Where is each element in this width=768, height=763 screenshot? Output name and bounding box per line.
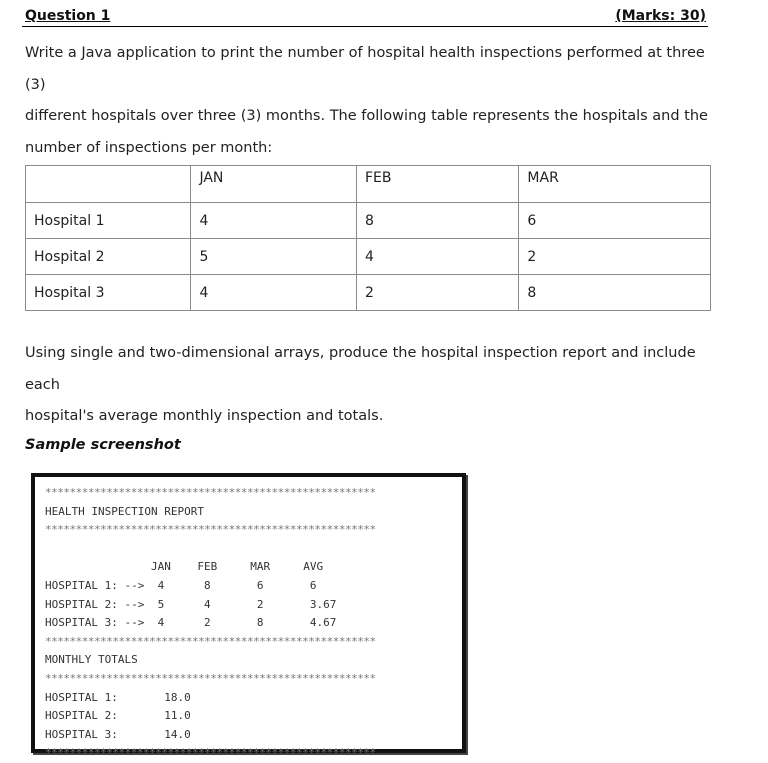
console-divider: ******************************************************: [45, 746, 376, 760]
table-cell: 5: [191, 239, 356, 275]
intro-line: different hospitals over three (3) months. The following table represents the hospitals and the: [25, 108, 708, 124]
question-title: Question 1: [25, 8, 111, 24]
console-totals-row: HOSPITAL 1: 18.0: [45, 690, 191, 704]
intro-line: number of inspections per month:: [25, 139, 273, 156]
console-totals-row: HOSPITAL 3: 14.0: [45, 727, 191, 741]
question-header: [22, 6, 708, 27]
table-cell: 4: [356, 239, 518, 275]
console-divider: ******************************************************: [45, 486, 376, 499]
table-header-cell: JAN: [191, 166, 356, 203]
description-paragraph: [25, 338, 725, 433]
table-header-row: [26, 166, 711, 203]
table-header-cell: [26, 166, 191, 203]
table-cell: Hospital 3: [26, 275, 191, 311]
console-divider: ******************************************************: [45, 671, 376, 685]
question-marks: (Marks: 30): [615, 8, 706, 24]
description-line: hospital's average monthly inspection and totals.: [25, 408, 384, 424]
table-row: [26, 239, 711, 275]
console-output: [45, 484, 376, 763]
table-cell: 6: [519, 203, 711, 239]
console-report-title: HEALTH INSPECTION REPORT: [45, 504, 204, 518]
table-cell: Hospital 2: [26, 239, 191, 275]
table-row: [26, 203, 711, 239]
table-cell: 4: [191, 275, 356, 311]
description-line: Using single and two-dimensional arrays, produce the hospital inspection report and include each: [25, 345, 696, 393]
table-header-cell: FEB: [356, 166, 518, 203]
console-totals-row: HOSPITAL 2: 11.0: [45, 709, 191, 723]
table-cell: 2: [356, 275, 518, 311]
console-divider: ******************************************************: [45, 523, 376, 537]
console-column-header: JAN FEB MAR AVG: [45, 560, 324, 574]
table-header-cell: MAR: [519, 166, 711, 203]
console-report-row: HOSPITAL 3: --> 4 2 8 4.67: [45, 616, 337, 630]
table-cell: 8: [519, 275, 711, 311]
intro-paragraph: [25, 38, 725, 164]
console-divider: ******************************************************: [45, 634, 376, 648]
console-totals-title: MONTHLY TOTALS: [45, 653, 138, 667]
intro-line: Write a Java application to print the number of hospital health inspections performed at three (3): [25, 45, 705, 93]
console-report-row: HOSPITAL 2: --> 5 4 2 3.67: [45, 597, 337, 611]
table-cell: 2: [519, 239, 711, 275]
table-cell: 4: [191, 203, 356, 239]
sample-console-screenshot: [31, 473, 466, 760]
inspection-table: [25, 165, 711, 311]
table-cell: 8: [356, 203, 518, 239]
table-cell: Hospital 1: [26, 203, 191, 239]
sample-screenshot-label: Sample screenshot: [25, 437, 181, 453]
table-row: [26, 275, 711, 311]
console-report-row: HOSPITAL 1: --> 4 8 6 6: [45, 578, 317, 592]
